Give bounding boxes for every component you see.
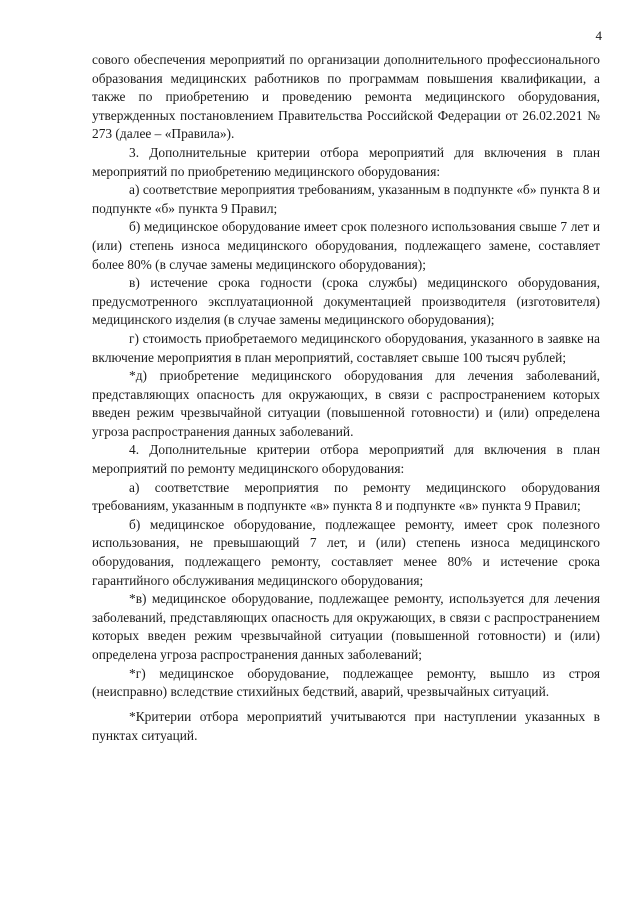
footnote — [92, 708, 600, 745]
paragraph-continuation: сового обеспечения мероприятий по организации дополнительного профессионального образования медицинских работников по программам повышения квалификации, а также по приобретению и проведению ремонта медицинского оборудования, утвержденных постановлением Правительства Российской Федерации от 26.02.2021 № 273 (далее – «Правила»). — [92, 52, 600, 142]
paragraph-purchase-a: а) соответствие мероприятия требованиям, указанным в подпункте «б» пункта 8 и подпункте «б» пункта 9 Правил; — [92, 182, 600, 216]
paragraph-repair-v: *в) медицинское оборудование, подлежащее ремонту, используется для лечения заболеваний, представляющих опасность для окружающих, в связи с распространением которых введен режим чрезвычайной ситуации (повышенной готовности) и (или) определена угроза распространения данных заболеваний; — [92, 591, 600, 662]
paragraph-purchase-v: в) истечение срока годности (срока службы) медицинского оборудования, предусмотренного эксплуатационной документацией производителя (изготовителя) медицинского изделия (в случае замены медицинского оборудования); — [92, 275, 600, 328]
page-number: 4 — [595, 28, 602, 43]
document-body — [92, 51, 600, 702]
paragraph-purchase-g: г) стоимость приобретаемого медицинского оборудования, указанного в заявке на включение мероприятия в план мероприятий, составляет свыше 100 тысяч рублей; — [92, 330, 600, 365]
footnote-text: *Критерии отбора мероприятий учитываются при наступлении указанных в пунктах ситуаций. — [92, 709, 600, 743]
paragraph-repair-b: б) медицинское оборудование, подлежащее ремонту, имеет срок полезного использования, не превышающий 7 лет, и (или) степень износа медицинского оборудования, подлежащего ремонту, составляет менее 80% и истечение срока гарантийного обслуживания медицинского оборудования; — [92, 516, 600, 588]
paragraph-criteria-repair-heading: 4. Дополнительные критерии отбора мероприятий для включения в план мероприятий по ремонту медицинского оборудования: — [92, 442, 600, 477]
paragraph-purchase-d: *д) приобретение медицинского оборудования для лечения заболеваний, представляющих опасность для окружающих, в связи с распространением которых введен режим чрезвычайной ситуации (повышенной готовности) и (или) определена угроза распространения данных заболеваний. — [92, 368, 600, 439]
paragraph-repair-a: а) соответствие мероприятия по ремонту медицинского оборудования требованиям, указанным в подпункте «в» пункта 8 и подпункте «в» пункта 9 Правил; — [92, 479, 600, 514]
paragraph-purchase-b: б) медицинское оборудование имеет срок полезного использования свыше 7 лет и (или) степень износа медицинского оборудования, подлежащего замене, составляет более 80% (в случае замены медицинского оборудования); — [92, 219, 600, 272]
paragraph-criteria-purchase-heading: 3. Дополнительные критерии отбора мероприятий для включения в план мероприятий по приобретению медицинского оборудования: — [92, 144, 600, 179]
paragraph-repair-g: *г) медицинское оборудование, подлежащее ремонту, вышло из строя (неисправно) вследствие стихийных бедствий, аварий, чрезвычайных ситуаций. — [92, 665, 600, 700]
